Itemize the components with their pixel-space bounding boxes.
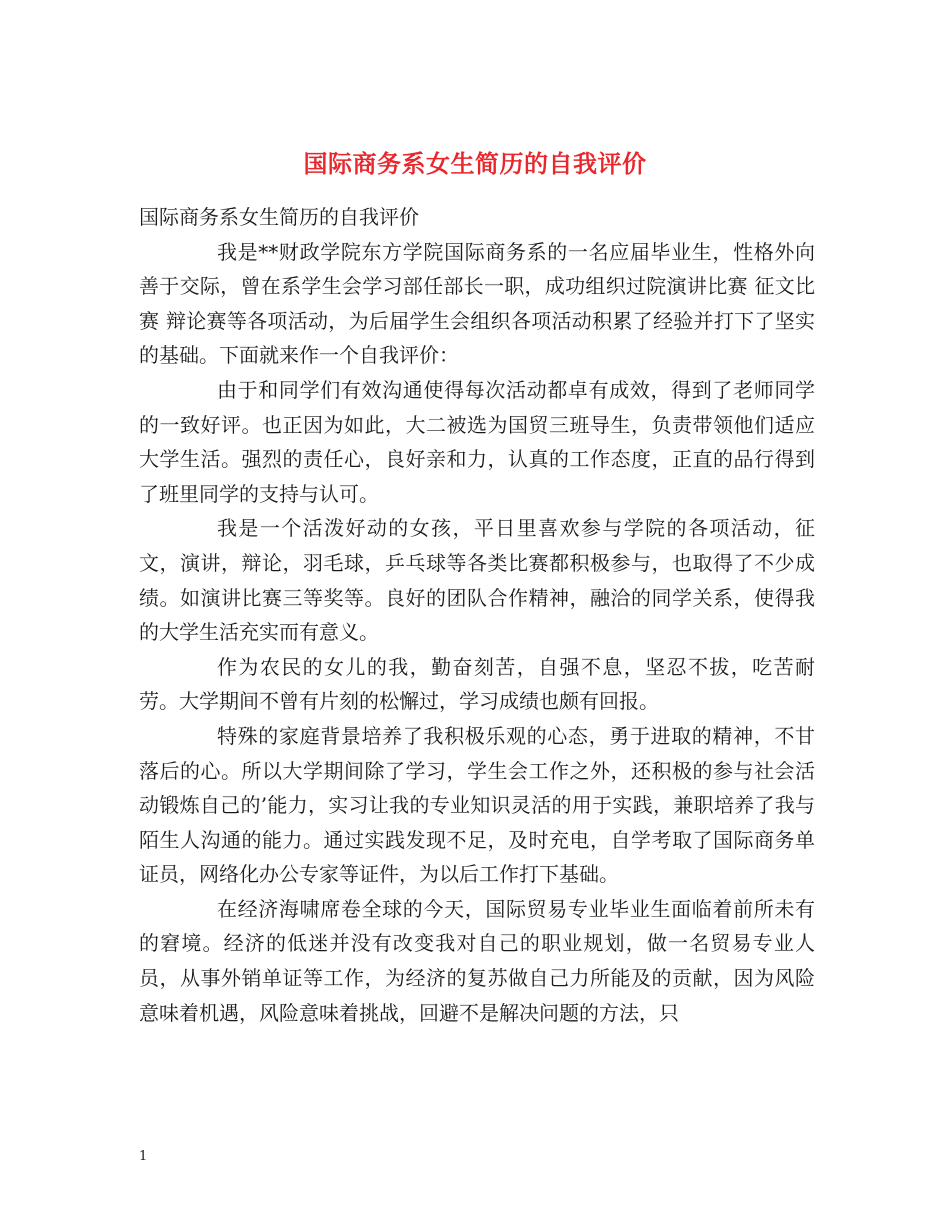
paragraph: 我是一个活泼好动的女孩，平日里喜欢参与学院的各项活动，征文，演讲，辩论，羽毛球，乒乓球等各类比赛都积极参与，也取得了不少成绩。如演讲比赛三等奖等。良好的团队合作精神，融洽的同学关系，使得我的大学生活充实而有意义。	[139, 516, 815, 645]
page-number: 1	[139, 1149, 148, 1164]
paragraph: 在经济海啸席卷全球的今天，国际贸易专业毕业生面临着前所未有的窘境。经济的低迷并没有改变我对自己的职业规划，做一名贸易专业人员，从事外销单证等工作，为经济的复苏做自己力所能及的贡献，因为风险意味着机遇，风险意味着挑战，回避不是解决问题的方法，只	[139, 896, 815, 1025]
paragraph: 我是**财政学院东方学院国际商务系的一名应届毕业生，性格外向善于交际，曾在系学生会学习部任部长一职，成功组织过院演讲比赛 征文比赛 辩论赛等各项活动，为后届学生会组织各项活动积累了经验并打下了坚实的基础。下面就来作一个自我评价：	[139, 239, 815, 368]
paragraph: 由于和同学们有效沟通使得每次活动都卓有成效，得到了老师同学的一致好评。也正因为如此，大二被选为国贸三班导生，负责带领他们适应大学生活。强烈的责任心，良好亲和力，认真的工作态度，正直的品行得到了班里同学的支持与认可。	[139, 377, 815, 506]
document-body	[139, 200, 815, 1030]
paragraph: 作为农民的女儿的我，勤奋刻苦，自强不息，坚忍不拔，吃苦耐劳。大学期间不曾有片刻的松懈过，学习成绩也颇有回报。	[139, 654, 815, 714]
paragraph: 特殊的家庭背景培养了我积极乐观的心态，勇于进取的精神，不甘落后的心。所以大学期间除了学习，学生会工作之外，还积极的参与社会活动锻炼自己的’能力，实习让我的专业知识灵活的用于实践，兼职培养了我与陌生人沟通的能力。通过实践发现不足，及时充电，自学考取了国际商务单证员，网络化办公专家等证件，为以后工作打下基础。	[139, 723, 815, 887]
document-title: 国际商务系女生简历的自我评价	[303, 149, 647, 179]
document-subtitle: 国际商务系女生简历的自我评价	[139, 205, 419, 229]
